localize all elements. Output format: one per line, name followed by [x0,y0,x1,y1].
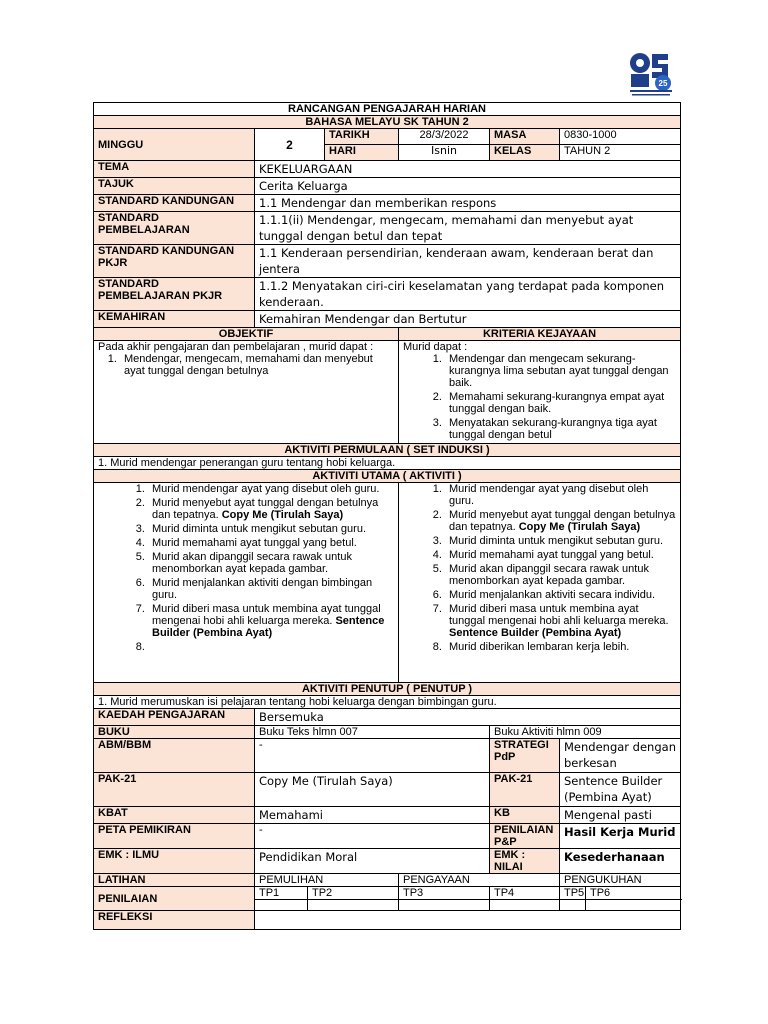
utama-right-item: 2. Murid menyebut ayat tunggal dengan betulnya dan tepatnya. Copy Me (Tirulah Saya) [445,509,676,533]
utama-right [399,483,681,683]
masa-label: MASA [490,129,560,145]
emk-ilmu-value: Pendidikan Moral [255,849,490,874]
spp-value: 1.1.2 Menyatakan ciri-ciri keselamatan yang terdapat pada komponen kenderaan. [255,278,681,311]
penilaian-pp-value: Hasil Kerja Murid [560,824,681,849]
kriteria-cell [399,341,681,444]
utama-left-item: 5. Murid akan dipanggil secara rawak untuk menomborkan ayat kepada gambar. [148,551,394,575]
latihan-pengukuhan: PENGUKUHAN [560,874,681,887]
permulaan-text: 1. Murid mendengar penerangan guru tentang hobi keluarga. [94,457,681,470]
utama-right-item: 5. Murid akan dipanggil secara rawak untuk menomborkan ayat kepada gambar. [445,563,676,587]
utama-left-item: 3. Murid diminta untuk mengikut sebutan guru. [148,523,394,535]
penutup-text: 1. Murid merumuskan isi pelajaran tentang hobi keluarga dengan bimbingan guru. [94,696,681,709]
buku-teks: Buku Teks hlmn 007 [255,726,490,739]
utama-right-item: 3. Murid diminta untuk mengikut sebutan guru. [445,535,676,547]
hari-label: HARI [325,145,399,161]
masa-value: 0830-1000 [560,129,681,145]
skp-value: 1.1 Kenderaan persendirian, kenderaan awam, kenderaan berat dan jentera [255,245,681,278]
hari-value: Isnin [399,145,490,161]
tarikh-value: 28/3/2022 [399,129,490,145]
objektif-cell [94,341,399,444]
peta-value: - [255,824,490,849]
utama-left-item: 7. Murid diberi masa untuk membina ayat tunggal mengenai hobi ahli keluarga mereka. Sentence Builder (Pembina Ayat) [148,603,394,639]
tp-score[interactable] [490,900,560,911]
tarikh-label: TARIKH [325,129,399,145]
minggu-label: MINGGU [94,129,255,161]
kaedah-label: KAEDAH PENGAJARAN [94,709,255,726]
tp-cell: TP2 [308,887,399,900]
tp-score[interactable] [586,900,681,911]
permulaan-heading: AKTIVITI PERMULAAN ( SET INDUKSI ) [94,444,681,457]
plan-title: RANCANGAN PENGAJARAH HARIAN [94,103,681,116]
tp-score[interactable] [308,900,399,911]
kriteria-heading: KRITERIA KEJAYAAN [399,328,681,341]
kemahiran-label: KEMAHIRAN [94,311,255,328]
sp-label: STANDARD PEMBELAJARAN [94,212,255,245]
kriteria-item: 1. Mendengar dan mengecam sekurang-kurangnya lima sebutan ayat tunggal dengan baik. [445,353,676,389]
latihan-label: LATIHAN [94,874,255,887]
tema-label: TEMA [94,161,255,178]
abm-value: - [255,739,490,773]
kb-value: Mengenal pasti [560,807,681,824]
skp-label: STANDARD KANDUNGAN PKJR [94,245,255,278]
utama-left-item: 4. Murid memahami ayat tunggal yang betul. [148,537,394,549]
sk-label: STANDARD KANDUNGAN [94,195,255,212]
utama-right-item: 7. Murid diberi masa untuk membina ayat tunggal mengenai hobi ahli keluarga mereka. Sentence Builder (Pembina Ayat) [445,603,676,639]
utama-left-item [148,641,394,653]
emk-nilai-label: EMK : NILAI [490,849,560,874]
objektif-heading: OBJEKTIF [94,328,399,341]
spp-label: STANDARD PEMBELAJARAN PKJR [94,278,255,311]
kriteria-intro: Murid dapat : [403,341,468,353]
utama-right-item: 8. Murid diberikan lembaran kerja lebih. [445,641,676,653]
tp-score[interactable] [255,900,308,911]
tajuk-label: TAJUK [94,178,255,195]
buku-aktiviti: Buku Aktiviti hlmn 009 [490,726,681,739]
pak-value: Copy Me (Tirulah Saya) [255,773,490,807]
utama-left-item: 1. Murid mendengar ayat yang disebut oleh guru. [148,483,394,495]
kbat-value: Memahami [255,807,490,824]
penutup-heading: AKTIVITI PENUTUP ( PENUTUP ) [94,683,681,696]
utama-right-item: 4. Murid memahami ayat tunggal yang betul. [445,549,676,561]
tp-cell: TP3 [399,887,490,900]
emk-ilmu-label: EMK : ILMU [94,849,255,874]
plan-subtitle: BAHASA MELAYU SK TAHUN 2 [94,116,681,129]
latihan-pengayaan: PENGAYAAN [399,874,560,887]
tajuk-value: Cerita Keluarga [255,178,681,195]
refleksi-label: REFLEKSI [94,911,255,930]
kelas-label: KELAS [490,145,560,161]
utama-left-item: 2. Murid menyebut ayat tunggal dengan betulnya dan tepatnya. Copy Me (Tirulah Saya) [148,497,394,521]
objektif-item: 1. Mendengar, mengecam, memahami dan menyebut ayat tunggal dengan betulnya [120,353,394,377]
kb-label: KB [490,807,560,824]
abm-label: ABM/BBM [94,739,255,773]
tp-cell: TP4 [490,887,560,900]
kaedah-value: Bersemuka [255,709,681,726]
kemahiran-value: Kemahiran Mendengar dan Bertutur [255,311,681,328]
pak-label: PAK-21 [94,773,255,807]
kriteria-item: 3. Menyatakan sekurang-kurangnya tiga ayat tunggal dengan betul [445,417,676,441]
objektif-intro: Pada akhir pengajaran dan pembelajaran , murid dapat : [98,341,374,353]
utama-left [94,483,399,683]
utama-right-item: 6. Murid menjalankan aktiviti secara individu. [445,589,676,601]
utama-left-item: 6. Murid menjalankan aktiviti dengan bimbingan guru. [148,577,394,601]
utama-heading: AKTIVITI UTAMA ( AKTIVITI ) [94,470,681,483]
sp-value: 1.1.1(ii) Mendengar, mengecam, memahami dan menyebut ayat tunggal dengan betul dan tepat [255,212,681,245]
kbat-label: KBAT [94,807,255,824]
penilaian-label: PENILAIAN [94,887,255,911]
latihan-pemulihan: PEMULIHAN [255,874,399,887]
tema-value: KEKELUARGAAN [255,161,681,178]
utama-right-item: 1. Murid mendengar ayat yang disebut oleh guru. [445,483,676,507]
strategi-label: STRATEGI PdP [490,739,560,773]
peta-label: PETA PEMIKIRAN [94,824,255,849]
kelas-value: TAHUN 2 [560,145,681,161]
minggu-value: 2 [255,129,325,161]
tp-cell: TP1 [255,887,308,900]
school-logo [626,46,676,98]
penilaian-pp-label: PENILAIAN P&P [490,824,560,849]
refleksi-value[interactable] [255,911,681,930]
kriteria-item: 2. Memahami sekurang-kurangnya empat ayat tunggal dengan baik. [445,391,676,415]
tp-cell: TP6 [586,887,681,900]
lesson-plan [93,102,675,930]
strategi-value: Mendengar dengan berkesan [560,739,681,773]
emk-nilai-value: Kesederhanaan [560,849,681,874]
tp-score[interactable] [399,900,490,911]
sk-value: 1.1 Mendengar dan memberikan respons [255,195,681,212]
pak-label-2: PAK-21 [490,773,560,807]
logo-mark: 25 [658,79,668,88]
pak-value-2: Sentence Builder (Pembina Ayat) [560,773,681,807]
tp-cell: TP5 [560,887,586,900]
buku-label: BUKU [94,726,255,739]
tp-score[interactable] [560,900,586,911]
